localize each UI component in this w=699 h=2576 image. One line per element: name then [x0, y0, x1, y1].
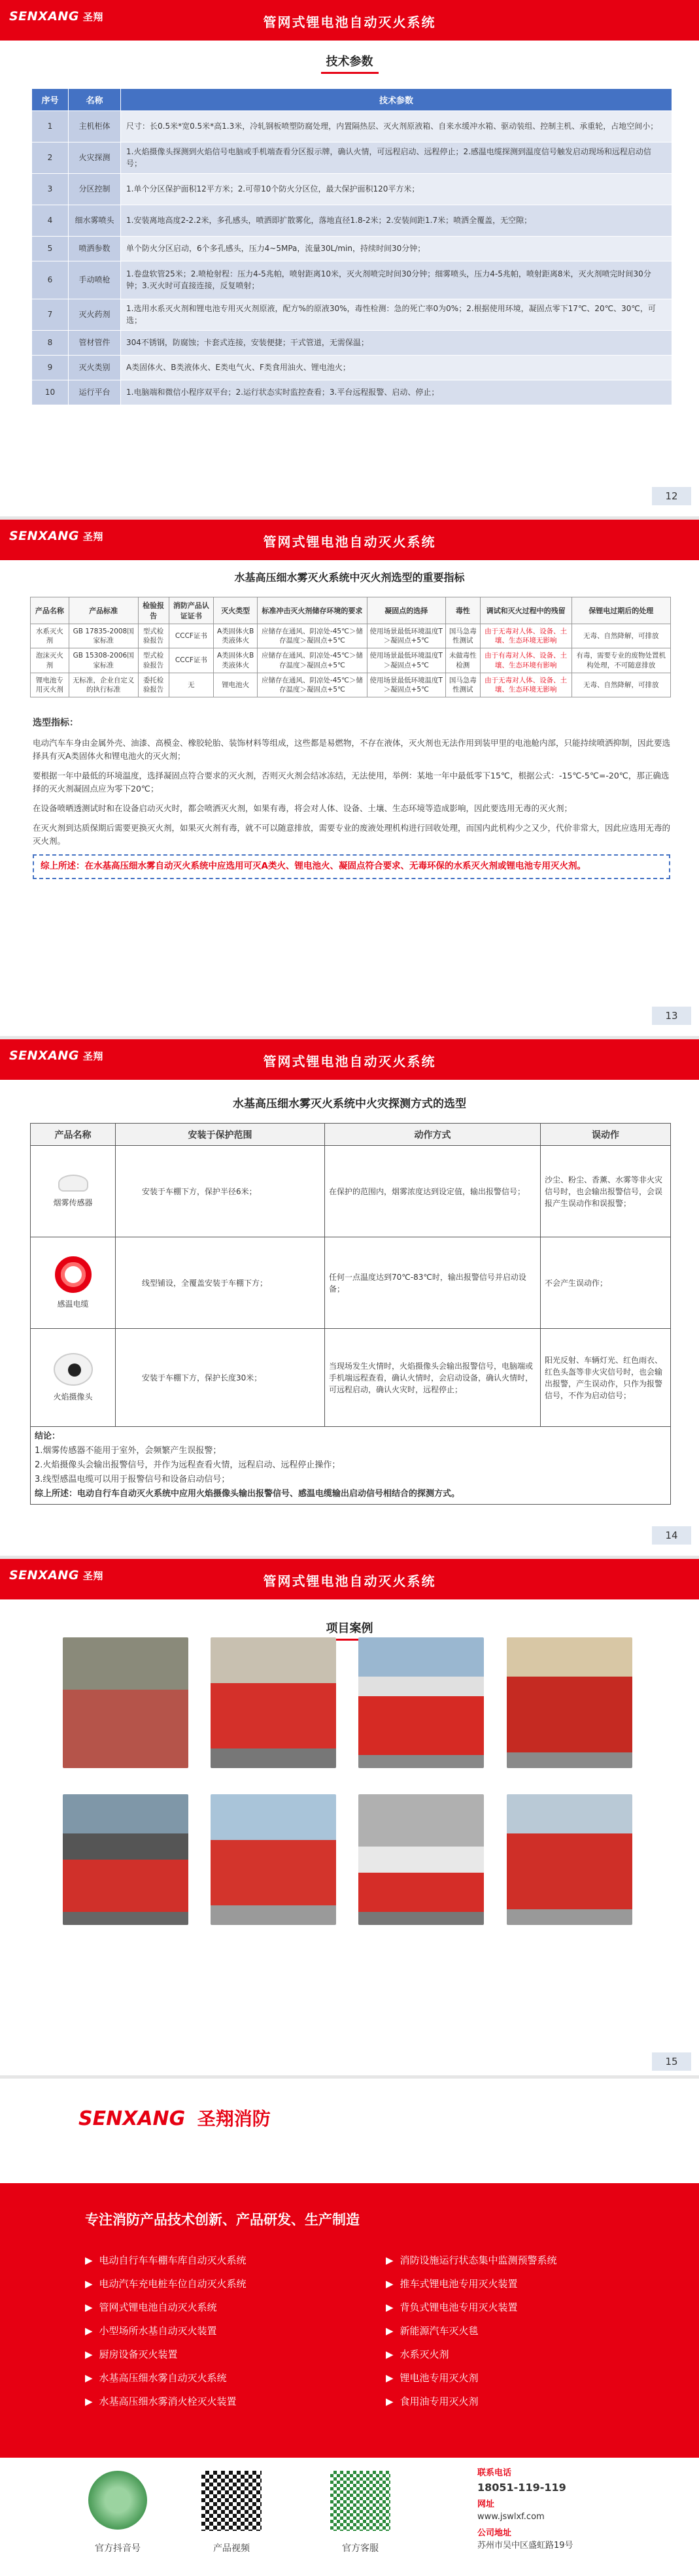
company-footer [0, 2079, 699, 2576]
company-logo: SENXANG 圣翔 [9, 1048, 103, 1063]
arrow-icon: ▶ [85, 2396, 93, 2407]
table-row [31, 648, 671, 673]
arrow-icon: ▶ [85, 2278, 93, 2290]
cell-name: 泡沫灭火剂 [31, 648, 69, 673]
table-row [32, 261, 672, 299]
row-name: 运行平台 [69, 380, 121, 405]
col-header: 序号 [32, 89, 69, 111]
cell-tox: 未做毒性检测 [445, 648, 480, 673]
col-header: 标准冲击灭火剂储存环境的要求 [258, 597, 367, 624]
footer-red-band [0, 2183, 699, 2458]
col-header: 调试和灭火过程中的残留 [480, 597, 571, 624]
arrow-icon: ▶ [85, 2349, 93, 2360]
arrow-icon: ▶ [85, 2254, 93, 2266]
contact-block [477, 2467, 573, 2552]
company-logo: SENXANG 圣翔 [9, 529, 103, 543]
slide-header [0, 520, 699, 560]
heat-cable-icon [35, 1256, 111, 1293]
product-name: 感温电缆 [57, 1299, 89, 1309]
note-item: 要根据一年中最低的环境温度，选择凝固点符合要求的灭火剂，否则灭火剂会结冰冻结，无法使用，举例：某地一年中最低零下15℃，根据公式：-15℃-5℃=-20℃，那正确选择的灭火剂凝固点应为零下20℃； [33, 771, 670, 794]
header-title: 管网式锂电池自动灭火系统 [263, 1573, 436, 1589]
page-number: 14 [652, 1526, 691, 1545]
cell-std: GB 15308-2006国家标准 [69, 648, 138, 673]
product-item: ▶ 水系灭火剂 [386, 2349, 449, 2360]
row-name: 分区控制 [69, 174, 121, 205]
conclusion-line: 2.火焰摄像头会输出报警信号，并作为远程查看火情，远程启动、远程停止操作； [35, 1460, 341, 1471]
row-no: 10 [32, 380, 69, 405]
cell-name: 水系灭火剂 [31, 624, 69, 648]
note-item: 电动汽车车身由金属外壳、油漆、高模金、橡胶轮胎、装饰材料等组成，这些都是易燃物，不存在液体，灭火剂也无法作用到装甲里的电池舱内部，只能持续喷洒抑制，因此要选择具有灭A类固体火和锂电池火的灭火剂； [33, 738, 671, 761]
cell-exp: 有毒，需要专业的废物处置机构处理，不可随意排放 [571, 648, 671, 673]
cell-type: A类固体火B类液体火 [214, 624, 258, 648]
row-spec: 1.单个分区保护面积12平方米；2.可带10个防火分区位，最大保护面积120平方米； [121, 174, 672, 205]
cell-std: GB 17835-2008国家标准 [69, 624, 138, 648]
row-no: 5 [32, 237, 69, 261]
conclusion-title: 结论： [35, 1431, 61, 1441]
col-header: 技术参数 [121, 89, 672, 111]
case-photo [63, 1794, 188, 1925]
qr-douyin[interactable] [88, 2471, 147, 2530]
company-logo: SENXANG 圣翔 [9, 1568, 103, 1582]
arrow-icon: ▶ [386, 2301, 394, 2313]
cell-env: 应储存在通风、阴凉处-45℃＞储存温度＞凝固点+5℃ [258, 624, 367, 648]
case-photo [507, 1794, 632, 1925]
product-item: ▶ 推车式锂电池专用灭火装置 [386, 2278, 518, 2290]
col-header: 误动作 [541, 1124, 671, 1146]
cell-report: 型式检验报告 [138, 648, 169, 673]
phone-icon-label: 联系电话 [477, 2468, 512, 2478]
table-row [32, 174, 672, 205]
arrow-icon: ▶ [85, 2372, 93, 2384]
conclusion-box: 综上所述：在水基高压细水雾自动灭火系统中应选用可灭A类火、锂电池火、凝固点符合要求、无毒环保的水系灭火剂或锂电池专用灭火剂。 [33, 854, 670, 879]
cell-report: 型式检验报告 [138, 624, 169, 648]
cell-range: 线型铺设，全覆盖安装于车棚下方； [116, 1237, 325, 1329]
section-title: 项目案例 [0, 1619, 699, 1641]
cell-range: 安装于车棚下方，保护长度30米； [116, 1329, 325, 1427]
col-header: 保锂电过期后的处理 [571, 597, 671, 624]
cell-false: 阳光反射、车辆灯光、红色雨衣、红色头盔等非火灾信号时，也会输出报警，产生误动作，只作为报警信号，不作为启动信号； [541, 1329, 671, 1427]
cell-res: 由于无毒对人体、设备、土壤、生态环境无影响 [480, 624, 571, 648]
selection-notes [33, 716, 670, 879]
page-number: 13 [652, 1007, 691, 1025]
row-name: 喷洒参数 [69, 237, 121, 261]
product-item: ▶ 消防设施运行状态集中监测预警系统 [386, 2254, 557, 2266]
row-name: 灭火药剂 [69, 299, 121, 331]
table-row [32, 299, 672, 331]
cell-cert: CCCF证书 [169, 624, 214, 648]
note-item: 在灭火剂到达质保期后需要更换灭火剂，如果灭火剂有毒，就不可以随意排放，需要专业的废液处理机构进行回收处理，而国内此机构少之又少，代价非常大，因此应选用无毒的灭火剂。 [33, 823, 671, 846]
table-row [31, 1329, 671, 1427]
header-title: 管网式锂电池自动灭火系统 [263, 1054, 436, 1069]
cell-report: 委托检验报告 [138, 673, 169, 697]
col-header: 检验报告 [138, 597, 169, 624]
case-photo [63, 1637, 188, 1768]
row-spec: 1.火焰摄像头探测到火焰信号电脑或手机端查看分区报示牌，确认火情，可远程启动、远程停止；2.感温电缆探测到温度信号触发启动现场和远程启动信号； [121, 142, 672, 174]
cell-cert: CCCF证书 [169, 648, 214, 673]
col-header: 凝固点的选择 [367, 597, 445, 624]
row-name: 细水雾喷头 [69, 205, 121, 237]
cell-name: 锂电池专用灭火剂 [31, 673, 69, 697]
case-photo [358, 1637, 484, 1768]
page-number: 12 [652, 487, 691, 505]
tech-params-table [31, 88, 672, 405]
note-item: 在设备喷晒透测试时和在设备启动灭火时，都会喷洒灭火剂，如果有毒，将会对人体、设备、土壤、生态环境等造成影响，因此要选用无毒的灭火剂； [33, 803, 573, 814]
row-spec: 1.电脑端和微信小程序双平台；2.运行状态实时监控查看；3.平台远程报警、启动、停止； [121, 380, 672, 405]
row-spec: A类固体火、B类液体火、E类电气火、F类食用油火、锂电池火； [121, 356, 672, 380]
row-no: 6 [32, 261, 69, 299]
case-photo [211, 1794, 336, 1925]
product-name: 烟雾传感器 [53, 1197, 93, 1207]
col-header: 产品名称 [31, 597, 69, 624]
row-spec: 304不锈钢，防腐蚀；卡套式连接，安装便捷；干式管道，无需保温； [121, 331, 672, 356]
flame-camera-icon [35, 1353, 111, 1386]
address-label: 公司地址 [477, 2528, 512, 2538]
case-photo [507, 1637, 632, 1768]
slide-agent-selection [0, 520, 699, 1036]
conclusion-line: 3.线型感温电缆可以用于报警信号和设备启动信号； [35, 1475, 230, 1485]
cell-range: 安装于车棚下方，保护半径6米； [116, 1146, 325, 1237]
row-spec: 1.选用水系灭火剂和锂电池专用灭火剂原液，配方%的原液30%，毒性检测：急的死亡率0为0%；2.根据使用环境，凝固点零下17℃、20℃、30℃，可选； [121, 299, 672, 331]
row-no: 8 [32, 331, 69, 356]
arrow-icon: ▶ [85, 2301, 93, 2313]
product-item: ▶ 背负式锂电池专用灭火装置 [386, 2301, 518, 2313]
col-header: 安装于保护范围 [116, 1124, 325, 1146]
product-item: ▶ 水基高压细水雾消火栓灭火装置 [85, 2396, 237, 2407]
row-no: 1 [32, 111, 69, 142]
cell-action: 任何一点温度达到70℃-83℃时，输出报警信号并启动设备； [325, 1237, 541, 1329]
section-title: 水基高压细水雾灭火系统中灭火剂选型的重要指标 [234, 571, 465, 584]
conclusion-line: 1.烟雾传感器不能用于室外，会频繁产生误报警； [35, 1446, 222, 1456]
smoke-sensor-icon [35, 1175, 111, 1192]
row-name: 主机柜体 [69, 111, 121, 142]
website-link[interactable]: www.jswlxf.com [477, 2511, 545, 2522]
row-no: 7 [32, 299, 69, 331]
col-header: 消防产品认证证书 [169, 597, 214, 624]
section-title: 技术参数 [0, 52, 699, 74]
product-item: ▶ 电动自行车车棚车库自动灭火系统 [85, 2254, 247, 2266]
col-header: 动作方式 [325, 1124, 541, 1146]
cell-freeze: 使用场景最低环境温度T＞凝固点+5℃ [367, 673, 445, 697]
cell-std: 无标准，企业自定义的执行标准 [69, 673, 138, 697]
case-photo [358, 1794, 484, 1925]
row-name: 火灾探测 [69, 142, 121, 174]
slide-tech-params [0, 0, 699, 516]
col-header: 名称 [69, 89, 121, 111]
conclusion-section [30, 1427, 671, 1505]
cell-type: A类固体火B类液体火 [214, 648, 258, 673]
detection-table [30, 1123, 671, 1427]
table-row [32, 205, 672, 237]
cell-freeze: 使用场景最低环境温度T＞凝固点+5℃ [367, 624, 445, 648]
page-number: 15 [652, 2052, 691, 2071]
cell-env: 应储存在通风、阴凉处-45℃＞储存温度＞凝固点+5℃ [258, 648, 367, 673]
qr-service[interactable] [330, 2471, 390, 2531]
col-header: 产品标准 [69, 597, 138, 624]
header-title: 管网式锂电池自动灭火系统 [263, 534, 436, 550]
cell-env: 应储存在通风、阴凉处-45℃＞储存温度＞凝固点+5℃ [258, 673, 367, 697]
arrow-icon: ▶ [386, 2325, 394, 2337]
row-spec: 1.卷盘软管25米；2.喷枪射程：压力4-5兆帕，喷射距离10米，灭火剂喷完时间30分钟；细雾喷头，压力4-5兆帕，喷射距离8米，灭火剂喷完时间30分钟；3.灭火时可直接连接，反复喷射； [121, 261, 672, 299]
cell-false: 沙尘、粉尘、香薰、水雾等非火灾信号时，也会输出报警信号，会误报产生误动作和误报警； [541, 1146, 671, 1237]
row-spec: 尺寸：长0.5米*宽0.5米*高1.3米，冷轧钢板喷塑防腐处理，内置隔热层、灭火剂原液箱、自来水缓冲水箱、驱动装组、控制主机、承重轮，占地空间小； [121, 111, 672, 142]
row-name: 灭火类别 [69, 356, 121, 380]
product-name: 火焰摄像头 [53, 1392, 93, 1401]
section-title: 水基高压细水雾灭火系统中火灾探测方式的选型 [233, 1097, 466, 1111]
table-row [32, 237, 672, 261]
cell-exp: 无毒、自然降解，可排放 [571, 673, 671, 697]
row-no: 2 [32, 142, 69, 174]
slide-header [0, 1559, 699, 1599]
row-name: 管材管件 [69, 331, 121, 356]
product-item: ▶ 小型场所水基自动灭火装置 [85, 2325, 217, 2337]
cell-cert: 无 [169, 673, 214, 697]
row-spec: 1.安装离地高度2-2.2米，多孔感头，喷洒即扩散雾化，落地直径1.8-2米；2.安装间距1.7米；喷洒全覆盖，无空隙； [121, 205, 672, 237]
row-no: 9 [32, 356, 69, 380]
company-logo: SENXANG 圣翔 [9, 9, 103, 24]
product-item: ▶ 新能源汽车灭火毯 [386, 2325, 479, 2337]
slide-project-cases [0, 1559, 699, 2075]
arrow-icon: ▶ [386, 2396, 394, 2407]
cell-action: 当现场发生火情时，火焰摄像头会输出报警信号，电脑端或手机端远程查看，确认火情时，会启动设备，确认火情时，可远程启动，确认火灾时，远程停止； [325, 1329, 541, 1427]
cell-freeze: 使用场景最低环境温度T＞凝固点+5℃ [367, 648, 445, 673]
table-row [31, 673, 671, 697]
summary-line: 综上所述：电动自行车自动灭火系统中应用火焰摄像头输出报警信号、感温电缆输出启动信号相结合的探测方式。 [35, 1489, 460, 1499]
row-no: 3 [32, 174, 69, 205]
slide-detection-selection [0, 1039, 699, 1556]
row-no: 4 [32, 205, 69, 237]
cell-type: 锂电池火 [214, 673, 258, 697]
qr-label: 产品视频 [213, 2543, 250, 2554]
table-row [31, 624, 671, 648]
arrow-icon: ▶ [85, 2325, 93, 2337]
footer-slogan: 专注消防产品技术创新、产品研发、生产制造 [85, 2212, 360, 2228]
cell-action: 在保护的范围内，烟雾浓度达到设定值，输出报警信号； [325, 1146, 541, 1237]
slide-header [0, 0, 699, 41]
agent-table [30, 597, 671, 697]
slide-header [0, 1039, 699, 1080]
col-header: 产品名称 [31, 1124, 116, 1146]
qr-label: 官方抖音号 [95, 2543, 141, 2554]
cell-res: 由于无毒对人体、设备、土壤、生态环境无影响 [480, 673, 571, 697]
product-item: ▶ 管网式锂电池自动灭火系统 [85, 2301, 217, 2313]
arrow-icon: ▶ [386, 2372, 394, 2384]
notes-title: 选型指标： [33, 718, 78, 728]
header-title: 管网式锂电池自动灭火系统 [263, 14, 436, 30]
arrow-icon: ▶ [386, 2254, 394, 2266]
col-header: 灭火类型 [214, 597, 258, 624]
cell-exp: 无毒、自然降解，可排放 [571, 624, 671, 648]
col-header: 毒性 [445, 597, 480, 624]
cell-tox: 国马急毒性测试 [445, 673, 480, 697]
arrow-icon: ▶ [386, 2278, 394, 2290]
product-item: ▶ 水基高压细水雾自动灭火系统 [85, 2372, 227, 2384]
table-row [32, 356, 672, 380]
cell-false: 不会产生误动作； [541, 1237, 671, 1329]
row-spec: 单个防火分区启动，6个多孔感头，压力4~5MPa，流量30L/min，持续时间30分钟； [121, 237, 672, 261]
table-row [32, 380, 672, 405]
product-item: ▶ 电动汽车充电桩车位自动灭火系统 [85, 2278, 247, 2290]
address: 苏州市吴中区盛虹路19号 [477, 2540, 573, 2551]
footer-logo: SENXANG 圣翔消防 [78, 2107, 271, 2130]
qr-label: 官方客服 [342, 2543, 379, 2554]
table-row [32, 111, 672, 142]
row-name: 手动喷枪 [69, 261, 121, 299]
table-row [31, 1237, 671, 1329]
cell-tox: 国马急毒性测试 [445, 624, 480, 648]
product-item: ▶ 食用油专用灭火剂 [386, 2396, 479, 2407]
case-photo [211, 1637, 336, 1768]
table-row [31, 1146, 671, 1237]
qr-video[interactable] [201, 2471, 262, 2531]
web-label: 网址 [477, 2500, 495, 2510]
cell-res: 由于有毒对人体、设备、土壤、生态环境有影响 [480, 648, 571, 673]
product-item: ▶ 厨房设备灭火装置 [85, 2349, 178, 2360]
table-row [32, 331, 672, 356]
product-item: ▶ 锂电池专用灭火剂 [386, 2372, 479, 2384]
phone[interactable]: 18051-119-119 [477, 2481, 566, 2494]
arrow-icon: ▶ [386, 2349, 394, 2360]
table-row [32, 142, 672, 174]
